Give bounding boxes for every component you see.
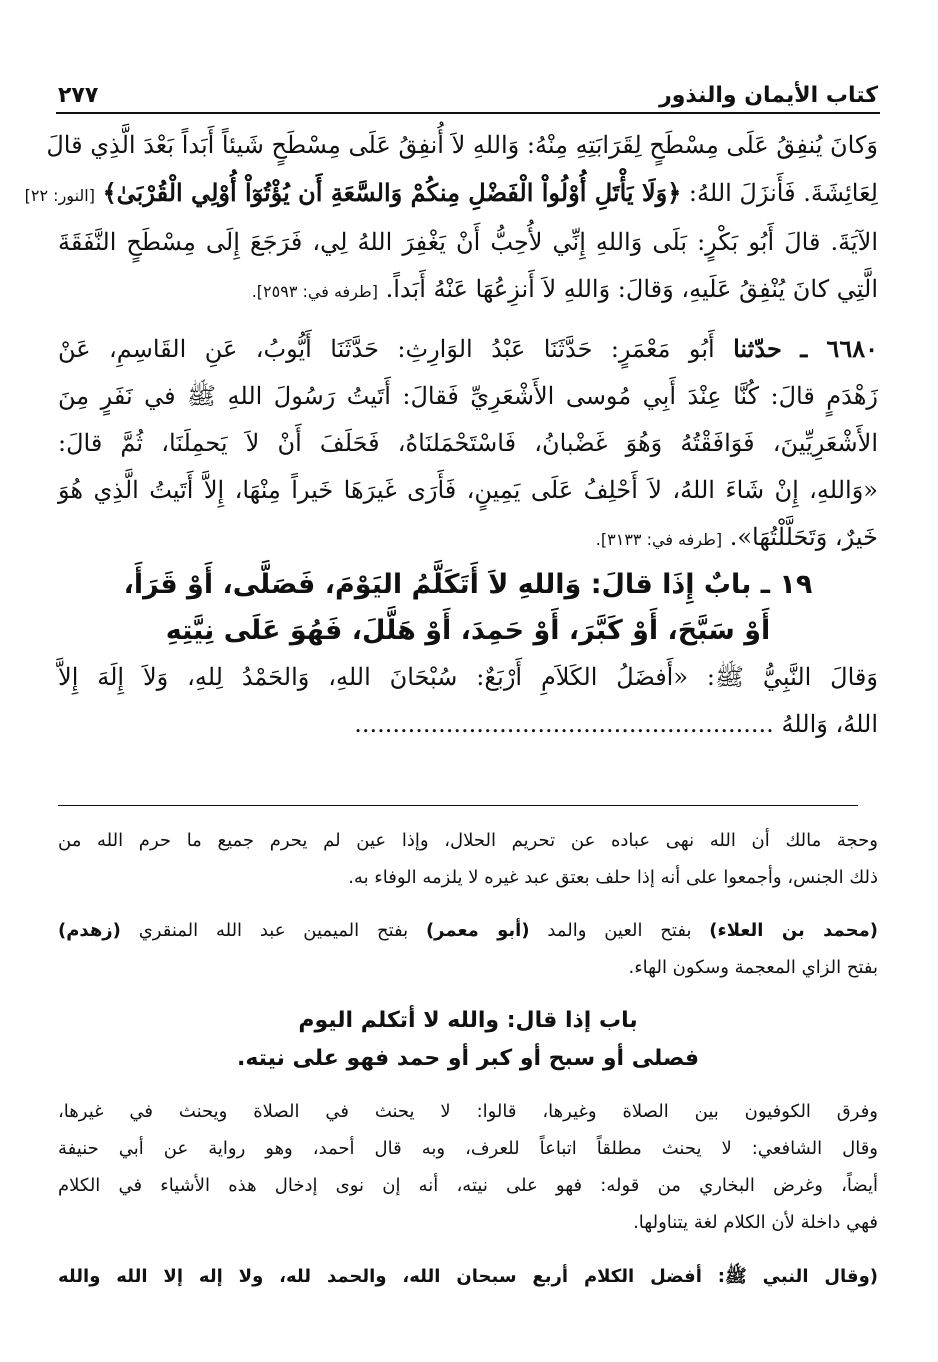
cross-reference: [طرفه في: ٣١٣٣]. [595,530,723,549]
text-segment: بفتح الميمين عبد الله المنقري [138,920,409,941]
commentary-heading-line: فصلى أو سبح أو كبر أو حمد فهو على نيته. [236,1046,700,1071]
page-number: ٢٧٧ [58,83,99,108]
page-header [58,68,878,108]
commentary-heading-line: باب إذا قال: والله لا أتكلم اليوم [298,1008,638,1033]
commentary-paragraph-3 [58,1093,878,1241]
text-line: بفتح الزاي المعجمة وسكون الهاء. [628,957,878,978]
text-segment: خَيرٌ، وَتَحَلَّلْتُهَا». [729,523,878,551]
text-line: زَهْدَمٍ قالَ: كُنَّا عِنْدَ أَبِي مُوسى الأَشْعَرِيِّ فَقالَ: أَتَيتُ رَسُولَ اللهِ ﷺ في نَفَرٍ مِنَ [58,382,878,410]
header-rule [56,112,880,114]
text-line [58,912,878,949]
main-paragraph-2 [58,325,878,563]
quote-paragraph [58,654,878,748]
text-segment: الَّتِي كانَ يُنْفِقُ عَلَيهِ، وَقالَ: وَاللهِ لاَ أَنزِعُهَا عَنْهُ أَبَداً. [385,275,878,303]
narration-opener: حدّثنا [733,334,782,363]
text-line: فهي داخلة لأن الكلام لغة يتناولها. [633,1212,878,1233]
chapter-heading-line: أَوْ سَبَّحَ، أَوْ كَبَّرَ، أَوْ حَمِدَ، أَوْ هَلَّلَ، فَهُوَ عَلَى نِيَّتِهِ [165,615,771,646]
text-line: ذلك الجنس، وأجمعوا على أنه إذا حلف بعتق عبد غيره لا يلزمه الوفاء به. [348,867,878,888]
text-line [58,266,878,315]
chapter-heading [58,562,878,654]
text-line [24,169,878,219]
commentary-heading [58,1002,878,1078]
text-line: وحجة مالك أن الله نهى عباده عن تحريم الحلال، وإذا عين لم يحرم جميع ما حرم الله من [58,830,878,851]
text-segment: أَبُو مَعْمَرٍ: حَدَّثَنَا عَبْدُ الوَارِثِ: حَدَّثَنَا أَيُّوبُ، عَنِ القَاسِمِ، عَنْ [58,335,715,363]
text-segment: لِعَائِشَةَ. فَأَنزَلَ اللهُ: [688,179,878,207]
hadith-number: ٦٦٨٠ ـ [800,334,878,363]
footnote-rule [58,805,858,806]
text-line: وفرق الكوفيون بين الصلاة وغيرها، قالوا: لا يحنث في الصلاة ويحنث في غيرها، [58,1101,878,1122]
text-line [58,514,878,563]
quran-verse: ﴿وَلَا يَأْتَلِ أُوْلُواْ الْفَضْلِ مِنكُمْ وَالسَّعَةِ أَن يُؤْتُوٓاْ أُوْلِي الْقُرْبَىٰ﴾ [102,178,682,207]
text-line: الأَشْعَرِيِّينَ، فَوَافَقْتُهُ وَهُوَ غَضْبانُ، فَاسْتَحْمَلنَاهُ، فَحَلَفَ أَنْ لاَ يَحمِلَنَا، ثُمَّ قالَ: [58,429,878,457]
commentary-paragraph-1 [58,822,878,896]
text-line: وَكانَ يُنفِقُ عَلَى مِسْطَحٍ لِقَرَابَتِهِ مِنْهُ: وَاللهِ لاَ أُنفِقُ عَلَى مِسْطَحٍ شَيئاً أَبَداً بَعْدَ الَّذِي قالَ [46,131,878,159]
term-bold: (زهدم) [58,920,121,941]
commentary-paragraph-2 [58,912,878,986]
text-line: الآيَةَ. قالَ أَبُو بَكْرٍ: بَلَى وَاللهِ إِنِّي لأُحِبُّ أَنْ يَغْفِرَ اللهُ لِي، فَرَجَعَ إِلَى مِسْطَحٍ النَّفَقَةَ [58,228,878,256]
cross-reference: [طرفه في: ٢٥٩٣]. [251,282,378,301]
book-title: كتاب الأيمان والنذور [659,83,878,108]
main-paragraph-1 [24,122,878,315]
text-line: (وقال النبي ﷺ: أفضل الكلام أربع سبحان الله، والحمد لله، ولا إله إلا الله والله [58,1266,878,1287]
text-segment: بفتح العين والمد [547,920,692,941]
text-line: «وَاللهِ، إِنْ شَاءَ اللهُ، لاَ أَحْلِفُ عَلَى يَمِينٍ، فَأَرَى غَيرَهَا خَيراً مِنْهَا، إِلاَّ أَتَيتُ الَّذِي هُوَ [58,476,878,504]
term-bold: (محمد بن العلاء) [709,920,878,941]
chapter-heading-line: ١٩ ـ بابٌ إِذَا قالَ: وَاللهِ لاَ أَتَكَلَّمُ اليَوْمَ، فَصَلَّى، أَوْ قَرَأَ، [123,569,813,600]
commentary-paragraph-4 [58,1258,878,1295]
term-bold: (أبو معمر) [425,920,530,941]
text-line [58,325,878,373]
text-line: وقال الشافعي: لا يحنث مطلقاً اتباعاً للعرف، وبه قال أحمد، وهو رواية عن أبي حنيفة [58,1138,878,1159]
text-line: اللهُ، وَاللهُ ....................................................... [354,710,878,738]
text-line: وَقالَ النَّبِيُّ ﷺ: «أَفضَلُ الكَلاَمِ أَرْبَعٌ: سُبْحَانَ اللهِ، وَالحَمْدُ لِلهِ، وَلاَ إِلَهَ إِلاَّ [58,663,878,691]
text-line: أيضاً، وغرض البخاري من قوله: فهو على نيته، أنه إن نوى إدخال هذه الأشياء في الكلام [58,1175,878,1196]
verse-reference: [النور: ٢٢] [24,186,95,205]
